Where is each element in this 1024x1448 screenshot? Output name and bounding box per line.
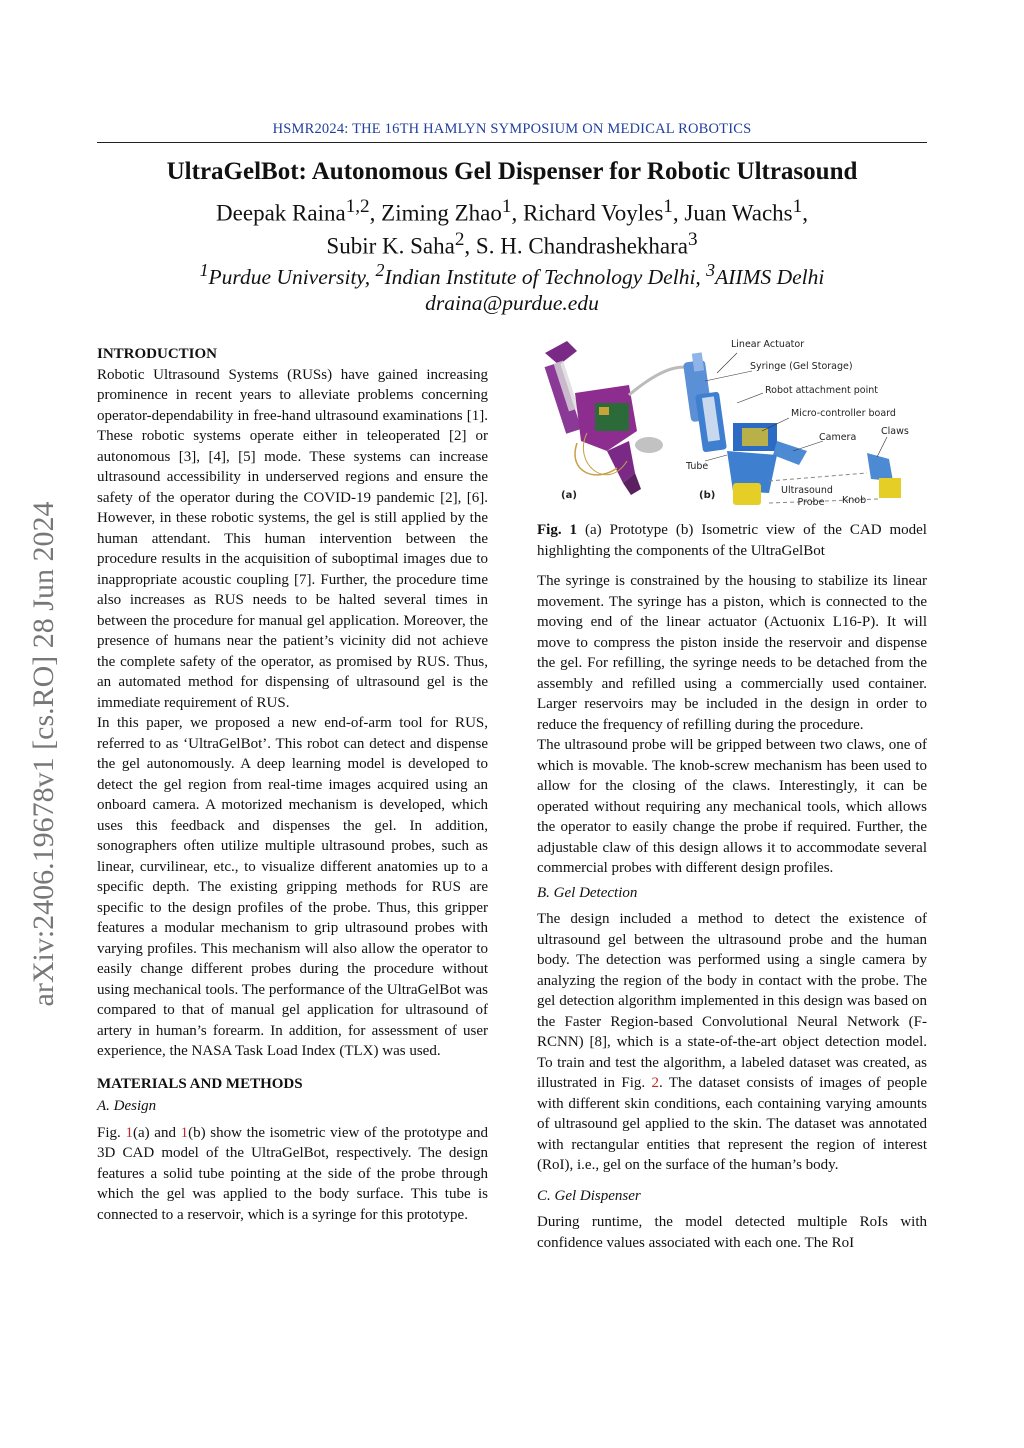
- panel-label: (a): [561, 490, 577, 501]
- figure-label: Knob: [842, 495, 867, 506]
- figure-label: Tube: [686, 461, 709, 472]
- paragraph: The ultrasound probe will be gripped between two claws, one of which is movable. The knob-screw mechanism has been used to allow for the closing of the claws. Interestingly, it can be operated without requiring any mechanical tools, which allows the operator to easily change the probe if required. Further, the adjustable claw of this design allows it to accommodate several commercial probes with different design profiles.: [537, 737, 927, 876]
- figure-label: Robot attachment point: [765, 385, 879, 396]
- figure-ref-link[interactable]: 1: [125, 1124, 133, 1141]
- arxiv-stamp: arXiv:2406.19678v1 [cs.RO] 28 Jun 2024: [27, 501, 60, 1007]
- affiliations: $^1$Purdue University, $^2$Indian Institute of Technology Delhi, $^3$AIIMS Delhi: [199, 260, 825, 290]
- figure-1-illustration: [537, 333, 927, 513]
- subsection-heading-design: A. Design: [97, 1098, 157, 1114]
- figure-label: Ultrasound Probe: [781, 485, 833, 508]
- author-line-2: Subir K. Saha$^2$, S. H. Chandrashekhara$^3$: [326, 229, 698, 259]
- author-name: Juan Wachs: [684, 200, 793, 226]
- author-name: Ziming Zhao: [381, 200, 502, 226]
- figure-ref-link[interactable]: 2: [651, 1075, 660, 1091]
- figure-1: [537, 333, 927, 513]
- subsection-heading-gel-dispenser: C. Gel Dispenser: [537, 1187, 641, 1204]
- section-heading-methods: MATERIALS AND METHODS: [97, 1075, 303, 1092]
- cad-model: [683, 352, 901, 505]
- conference-header: HSMR2024: THE 16TH HAMLYN SYMPOSIUM ON MEDICAL ROBOTICS: [272, 121, 752, 137]
- paragraph: Fig. 1(a) and 1(b) show the isometric view of the prototype and 3D CAD model of the UltraGelBot, respectively. The design features a solid tube pointing at the side of the probe through which the gel was applied to the body surface. This tube is connected to a reservoir, which is a syringe for this prototype.: [97, 1124, 488, 1223]
- panel-label: (b): [699, 490, 716, 501]
- author-name: S. H. Chandrashekhara: [475, 233, 688, 259]
- paragraph: In this paper, we proposed a new end-of-arm tool for RUS, referred to as ‘UltraGelBot’. This robot can detect and dispense the gel autonomously. A deep learning model is developed to detect the gel region from real-time images acquired using an onboard camera. A motorized mechanism is developed, which uses this feedback and dispenses the gel. In addition, sonographers often utilize multiple ultrasound probes, such as linear, curvilinear, etc., to visualize different anatomies up to a specific depth. The existing gripping methods for RUS are specific to the design profiles of the probe. Thus, this gripper features a modular mechanism to grip ultrasound probes with varying profiles. This mechanism will also allow the operator to easily change different probes during the procedure without using mechanical tools. The performance of the UltraGelBot was compared to that of manual gel application for ultrasound of artery in human’s forearm. In addition, for assessment of user experience, the NASA Task Load Index (TLX) was used.: [97, 715, 488, 1059]
- figure-label: Syringe (Gel Storage): [750, 361, 853, 372]
- paragraph: During runtime, the model detected multiple RoIs with confidence values associated with each one. The RoI: [537, 1214, 927, 1251]
- contact-email: draina@purdue.edu: [425, 291, 599, 315]
- prototype-photo: [545, 341, 702, 495]
- author-name: Richard Voyles: [522, 200, 664, 226]
- author-line-1: Deepak Raina$^{1,2}$, Ziming Zhao$^1$, Richard Voyles$^1$, Juan Wachs$^1$,: [216, 196, 808, 226]
- paragraph: The design included a method to detect the existence of ultrasound gel between the ultrasound probe and the human body. The detection was performed using a single camera by analyzing the region of the body in contact with the probe. The gel detection algorithm implemented in this design was based on the Faster Region-based Convolutional Neural Network (F-RCNN) [8], which is a state-of-the-art object detection model. To train and test the algorithm, a labeled dataset was created, as illustrated in Fig. 2. The dataset consists of images of people with different skin conditions, each containing varying amounts of ultrasound gel applied to the skin. The dataset was annotated with rectangular entities that represent the region of interest (RoI), i.e., gel on the surface of the human’s body.: [537, 911, 927, 1173]
- figure-label: Micro-controller board: [791, 408, 896, 419]
- figure-label: Claws: [881, 426, 909, 437]
- figure-label: Linear Actuator: [731, 339, 805, 350]
- paper-title: UltraGelBot: Autonomous Gel Dispenser for Robotic Ultrasound: [166, 158, 858, 185]
- paragraph: Robotic Ultrasound Systems (RUSs) have gained increasing prominence in recent years to alleviate problems concerning operator-dependability in free-hand ultrasound examinations [1]. These robotic systems operate either in teleoperated [2] or autonomous [3], [4], [5] mode. These systems can increase ultrasound accessibility in underserved regions and ensure the safety of the operator during the COVID-19 pandemic [2], [6]. However, in these robotic systems, the gel is still applied by the human attendant. This human intervention between the procedure results in the acquisition of suboptimal images due to inappropriate acoustic coupling [7]. Further, the procedure time also increases as RUS needs to be halted several times in between the procedure for manual gel application. Moreover, the presence of humans near the patient’s vicinity did not achieve the complete safety of the operator, as promised by RUS. Thus, an automated method for dispensing of ultrasound gel is the immediate requirement of RUS.: [97, 366, 488, 711]
- header-rule: [97, 142, 927, 143]
- subsection-heading-gel-detection: B. Gel Detection: [537, 884, 638, 901]
- author-name: Deepak Raina: [216, 200, 346, 226]
- left-column: [97, 344, 488, 1225]
- author-name: Subir K. Saha: [326, 233, 455, 259]
- figure-ref-link[interactable]: 1: [180, 1124, 189, 1141]
- section-heading-introduction: INTRODUCTION: [97, 346, 218, 362]
- figure-label: Camera: [819, 432, 857, 443]
- figure-caption: Fig. 1 (a) Prototype (b) Isometric view of the CAD model highlighting the components of the UltraGelBot: [537, 522, 927, 559]
- paragraph: The syringe is constrained by the housing to stabilize its linear movement. The syringe has a piston, which is connected to the moving end of the linear actuator (Actuonix L16-P). It will move to compress the piston inside the reservoir and dispense the gel. For refilling, the syringe needs to be detached from the assembly and refilled using a commercially used container. Larger reservoirs may be included in the design in order to reduce the frequency of refilling during the procedure.: [537, 573, 927, 733]
- right-column: [537, 520, 927, 1253]
